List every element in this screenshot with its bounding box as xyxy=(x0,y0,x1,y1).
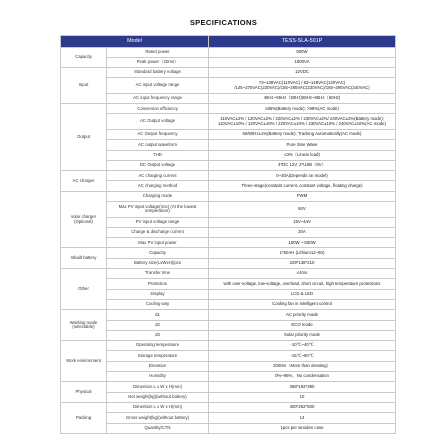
param-label: Operating temperature xyxy=(107,341,209,351)
table-row xyxy=(61,171,396,181)
table-row xyxy=(61,372,396,382)
table-row xyxy=(61,269,396,279)
param-value: 4*DC 12V, 2*USB（5V） xyxy=(209,160,396,170)
param-value: ≤4ms xyxy=(209,269,396,279)
param-label: AC Output frequency xyxy=(107,129,209,139)
param-value: 20A xyxy=(209,227,396,237)
param-label: Capacity xyxy=(107,248,209,258)
table-row xyxy=(61,57,396,67)
param-value: 0%~95%，No condensation xyxy=(209,372,396,382)
table-row xyxy=(61,181,396,191)
table-row xyxy=(61,191,396,201)
param-label: Rated power xyxy=(107,47,209,57)
group-label: solar charger (Optional) xyxy=(61,191,107,248)
param-value: ≥85%(Battery mode); >99%(AC mode) xyxy=(209,104,396,114)
param-value: Pure Sine Wave xyxy=(209,140,396,150)
param-label: Dimention L x W x H(mm) xyxy=(107,402,209,412)
param-label: Max PV input voltage(Voc) (At the lowest temperature) xyxy=(107,202,209,218)
param-label: Standard battery voltage xyxy=(107,68,209,78)
param-value: 15V~44V xyxy=(209,217,396,227)
table-row xyxy=(61,310,396,320)
group-label: Physical xyxy=(61,382,107,403)
param-value: with over-voltage, low-voltage, overload, short circuit, high temperature protections xyxy=(209,279,396,289)
param-value: 2000m（More than derating） xyxy=(209,361,396,371)
param-value: LCD & LED xyxy=(209,289,396,299)
param-value: 12VDC xyxy=(209,68,396,78)
param-value: 73~138VAC(110VAC) / 83~148VAC(120VAC) /145~275VAC(220VAC)/155~285VAC(230VAC)/165~295VAC(240VAC) xyxy=(209,78,396,94)
table-row xyxy=(61,341,396,351)
param-value: ≤3%（Linear load) xyxy=(209,150,396,160)
group-label: Working mode (selectable) xyxy=(61,310,107,341)
param-label: DC Output voltage xyxy=(107,160,209,170)
param-value: 1500VA xyxy=(209,57,396,67)
param-label: Transfer time xyxy=(107,269,209,279)
table-row xyxy=(61,402,396,412)
header-model-label: Model xyxy=(61,36,209,48)
param-label: Conversion efficiency xyxy=(107,104,209,114)
header-model-value: TESS-SLA-501P xyxy=(209,36,396,48)
param-label: Storage temperature xyxy=(107,351,209,361)
param-value: Three-stage(constant current, constant voltage, floating charge) xyxy=(209,181,396,191)
param-label: Humidity xyxy=(107,372,209,382)
param-value: 229*138*210 xyxy=(209,258,396,268)
table-header-row xyxy=(61,36,396,48)
table-row xyxy=(61,258,396,268)
param-value: 1*50AH (Lithium12~50) xyxy=(209,248,396,258)
param-label: d1 xyxy=(107,310,209,320)
table-row xyxy=(61,104,396,114)
param-label: AC Output voltage xyxy=(107,114,209,130)
param-value: Solar priority mode xyxy=(209,330,396,340)
group-label: AC charger xyxy=(61,171,107,192)
page-title: SPECIFICATIONS xyxy=(189,18,258,27)
param-value: Cooling fan in intelligent control xyxy=(209,299,396,309)
table-row xyxy=(61,160,396,170)
param-value: 150W ~ 550W xyxy=(209,238,396,248)
group-label: Capacity xyxy=(61,47,107,68)
group-label: Input xyxy=(61,68,107,104)
table-row xyxy=(61,129,396,139)
param-label: Net weight(kg)(without battery) xyxy=(107,392,209,402)
group-label: Other xyxy=(61,269,107,310)
group-label: Packing xyxy=(61,402,107,433)
table-row xyxy=(61,413,396,423)
param-label: Cooling way xyxy=(107,299,209,309)
table-row xyxy=(61,78,396,94)
table-row xyxy=(61,299,396,309)
param-label: Charge & discharge current xyxy=(107,227,209,237)
param-label: AC input frequency range xyxy=(107,93,209,103)
specifications-table xyxy=(60,35,396,434)
param-value: 110VAC±2% / 120VAC±2% / 220VAC±2% / 230VAC±2%/ 240VAC±2%(Battery mode); 110VAC±10% / 120VAC±10% / 220VAC±10% / 230VAC±10% / 240VAC±10%(AC mode) xyxy=(209,114,396,130)
table-body xyxy=(61,47,396,433)
table-row xyxy=(61,114,396,130)
group-label: Output xyxy=(61,104,107,171)
table-row xyxy=(61,289,396,299)
param-value: 50V xyxy=(209,202,396,218)
param-label: THD xyxy=(107,150,209,160)
table-row xyxy=(61,150,396,160)
param-label: AC input voltage range xyxy=(107,78,209,94)
table-row xyxy=(61,361,396,371)
param-label: d2 xyxy=(107,320,209,330)
param-label: Gross weight(kg)(without battery) xyxy=(107,413,209,423)
param-value: PWM xyxy=(209,191,396,201)
param-value: 10 xyxy=(209,392,396,402)
param-value: 0~30A(Depends on model) xyxy=(209,171,396,181)
table-row xyxy=(61,238,396,248)
param-value: 45Hz~55Hz（50Hz)55Hz~65Hz（60Hz) xyxy=(209,93,396,103)
param-value: ECO mode xyxy=(209,320,396,330)
table-row xyxy=(61,47,396,57)
param-label: Dimention L x W x H(mm) xyxy=(107,382,209,392)
table-row xyxy=(61,93,396,103)
table-row xyxy=(61,423,396,433)
param-label: Quantity/CTN xyxy=(107,423,209,433)
table-row xyxy=(61,217,396,227)
param-value: 1pcs per wooden case xyxy=(209,423,396,433)
param-value: -15℃~60℃ xyxy=(209,351,396,361)
param-label: AC charging method xyxy=(107,181,209,191)
param-label: Display xyxy=(107,289,209,299)
param-label: Peak power（20ms） xyxy=(107,57,209,67)
table-row xyxy=(61,392,396,402)
param-value: AC priority mode xyxy=(209,310,396,320)
param-label: Charging mode xyxy=(107,191,209,201)
table-row xyxy=(61,320,396,330)
table-row xyxy=(61,330,396,340)
table-row xyxy=(61,227,396,237)
group-label: Inbuilt battery xyxy=(61,248,107,269)
param-label: AC output waveform xyxy=(107,140,209,150)
param-value: 50/60Hz±1%(Battery mode); Tracking Automatically(AC mode) xyxy=(209,129,396,139)
param-label: Battery size(LxWxH)/pcs xyxy=(107,258,209,268)
param-value: 358*192*390 xyxy=(209,382,396,392)
param-label: Max PV input power xyxy=(107,238,209,248)
param-value: 14 xyxy=(209,413,396,423)
table-row xyxy=(61,351,396,361)
param-value: -10℃~40℃ xyxy=(209,341,396,351)
param-value: 400*252*500 xyxy=(209,402,396,412)
param-label: AC charging current xyxy=(107,171,209,181)
table-row xyxy=(61,279,396,289)
group-label: Work environment xyxy=(61,341,107,382)
table-row xyxy=(61,382,396,392)
table-row xyxy=(61,248,396,258)
param-label: Elevation xyxy=(107,361,209,371)
param-label: Protection xyxy=(107,279,209,289)
table-row xyxy=(61,68,396,78)
param-label: d3 xyxy=(107,330,209,340)
param-value: 500W xyxy=(209,47,396,57)
table-row xyxy=(61,202,396,218)
param-label: PV input voltage range xyxy=(107,217,209,227)
table-row xyxy=(61,140,396,150)
